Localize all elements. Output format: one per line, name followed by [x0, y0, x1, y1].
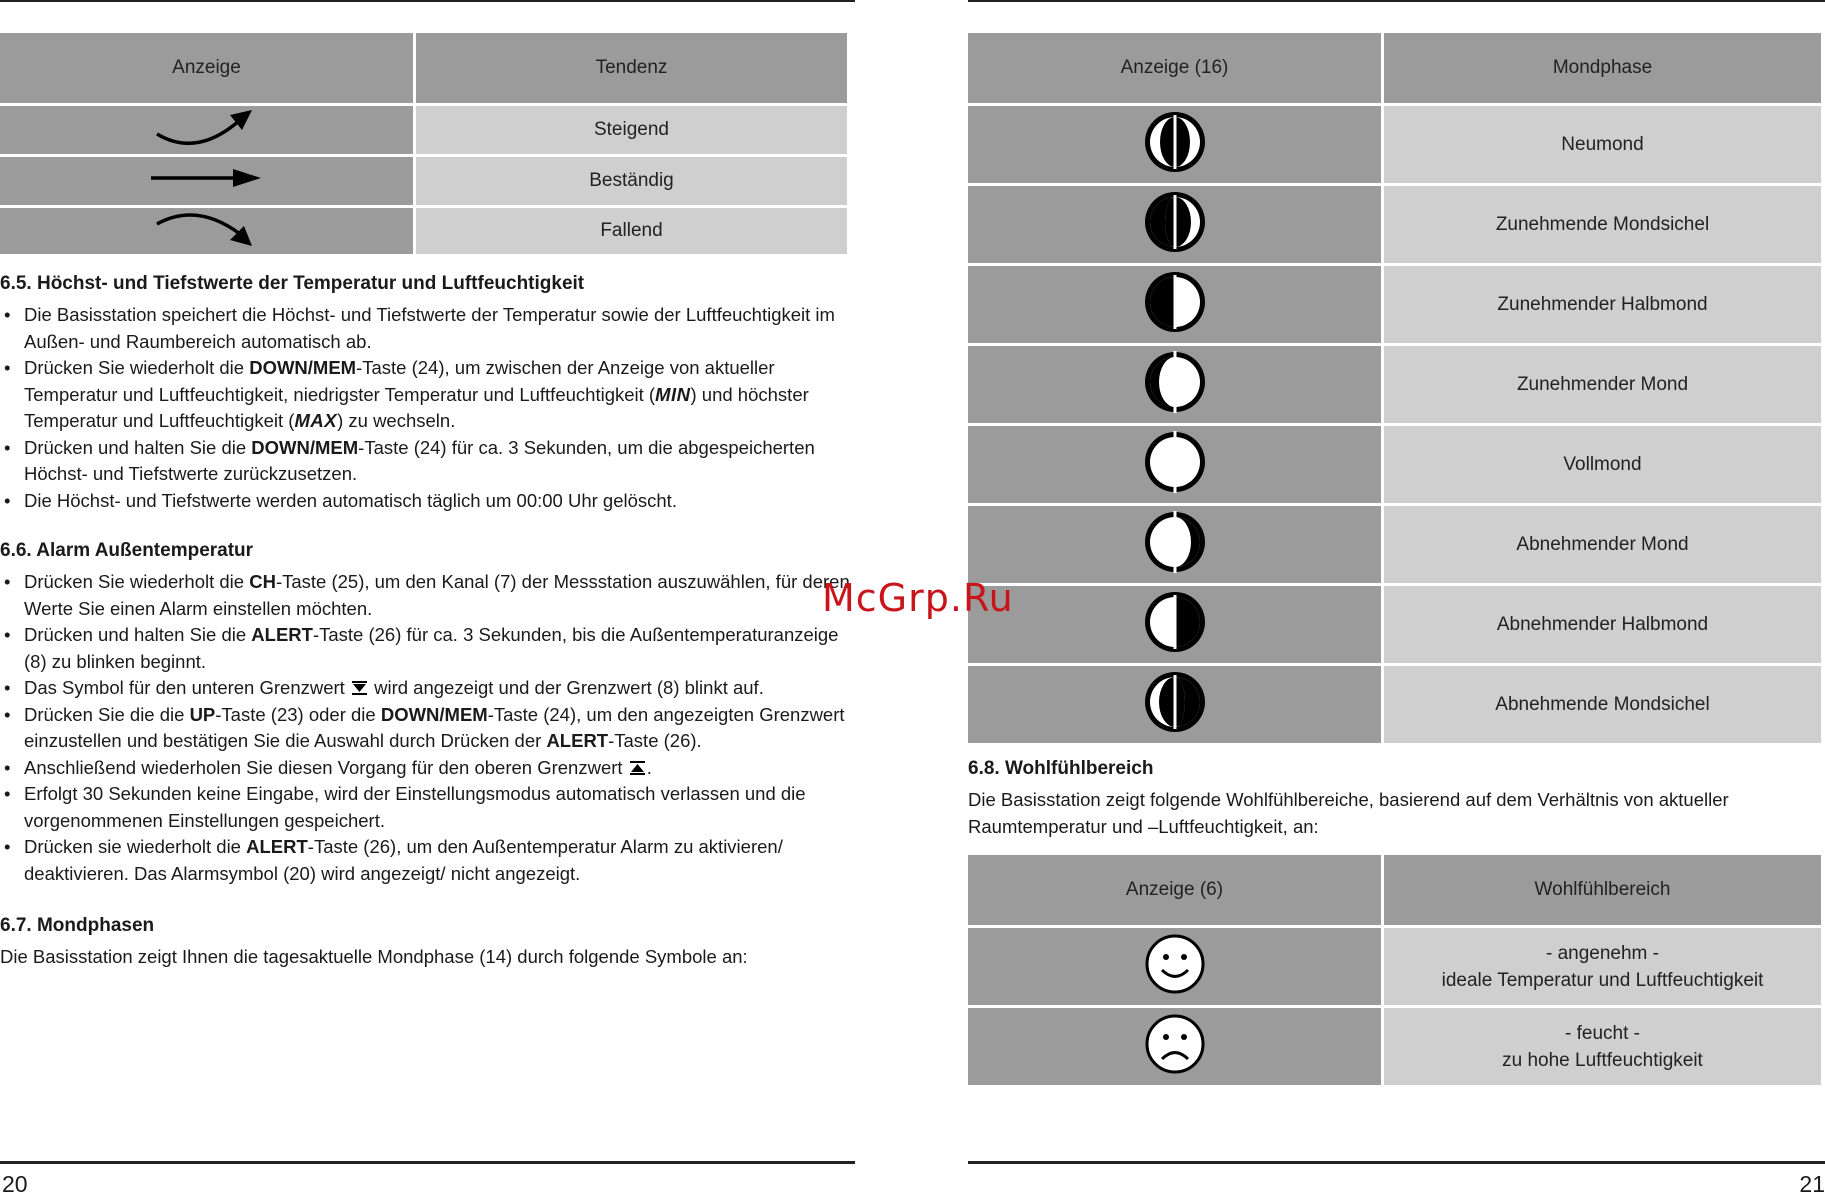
moon-header-phase: Mondphase	[1384, 33, 1821, 103]
waning-gibbous-icon	[968, 506, 1381, 583]
comfort-table	[965, 852, 1824, 1088]
section-6-8	[968, 758, 1825, 840]
moon-phase-label: Zunehmender Halbmond	[1384, 266, 1821, 343]
section-text: Die Basisstation zeigt Ihnen die tagesaktuelle Mondphase (14) durch folgende Symbole an:	[0, 946, 748, 967]
bullet-item: • Die Basisstation speichert die Höchst- und Tiefstwerte der Temperatur sowie der Luftfeuchtigkeit im Außen- und Raumbereich automatisch ab.	[0, 302, 850, 355]
moon-phase-label: Abnehmende Mondsichel	[1384, 666, 1821, 743]
bottom-rule	[0, 1161, 855, 1164]
section-6-6	[0, 540, 850, 887]
moon-phase-label: Neumond	[1384, 106, 1821, 183]
bullet-item: • Drücken und halten Sie die DOWN/MEM-Taste (24) für ca. 3 Sekunden, um die abgespeicherten Höchst- und Tiefstwerte zurückzusetzen.	[0, 435, 850, 488]
section-text: Die Basisstation zeigt folgende Wohlfühlbereiche, basierend auf dem Verhältnis von aktueller Raumtemperatur und –Luftfeuchtigkeit, an:	[968, 789, 1729, 837]
falling-arrow-icon	[0, 208, 413, 254]
smiley-sad-icon	[968, 1008, 1381, 1085]
bullet-item: • Drücken Sie die die UP-Taste (23) oder die DOWN/MEM-Taste (24), um den angezeigten Grenzwert einzustellen und bestätigen Sie die Auswahl durch Drücken der ALERT-Taste (26).	[0, 702, 850, 755]
bullet-item: • Drücken sie wiederholt die ALERT-Taste (26), um den Außentemperatur Alarm zu aktivieren/ deaktivieren. Das Alarmsymbol (20) wird angezeigt/ nicht angezeigt.	[0, 834, 850, 887]
comfort-header-range: Wohlfühlbereich	[1384, 855, 1821, 925]
trend-label: Beständig	[416, 157, 847, 205]
moon-phase-table	[965, 30, 1824, 746]
comfort-header-display: Anzeige (6)	[968, 855, 1381, 925]
section-6-5	[0, 273, 850, 514]
bullet-item: • Erfolgt 30 Sekunden keine Eingabe, wird der Einstellungsmodus automatisch verlassen und die vorgenommenen Einstellungen gespeichert.	[0, 781, 850, 834]
section-title: 6.5. Höchst- und Tiefstwerte der Temperatur und Luftfeuchtigkeit	[0, 273, 585, 294]
waxing-crescent-icon	[968, 186, 1381, 263]
upper-limit-icon	[630, 761, 645, 775]
steady-arrow-icon	[0, 157, 413, 205]
last-quarter-icon	[968, 586, 1381, 663]
page-number: 20	[2, 1171, 28, 1195]
waxing-gibbous-icon	[968, 346, 1381, 423]
left-page	[0, 0, 855, 1195]
trend-label: Steigend	[416, 106, 847, 154]
bullet-item: • Das Symbol für den unteren Grenzwert wird angezeigt und der Grenzwert (8) blinkt auf.	[0, 675, 850, 702]
bullet-item: • Drücken und halten Sie die ALERT-Taste (26) für ca. 3 Sekunden, bis die Außentemperaturanzeige (8) zu blinken beginnt.	[0, 622, 850, 675]
comfort-description	[1384, 928, 1821, 1005]
full-moon-icon	[968, 426, 1381, 503]
watermark: McGrp.Ru	[822, 576, 1014, 620]
waning-crescent-icon	[968, 666, 1381, 743]
moon-phase-label: Vollmond	[1384, 426, 1821, 503]
trend-header-tendency: Tendenz	[416, 33, 847, 103]
lower-limit-icon	[352, 681, 367, 695]
section-6-7	[0, 915, 850, 971]
bullet-item: • Anschließend wiederholen Sie diesen Vorgang für den oberen Grenzwert .	[0, 755, 850, 782]
moon-phase-label: Zunehmender Mond	[1384, 346, 1821, 423]
right-page	[968, 0, 1825, 1195]
comfort-status: - angenehm -	[1545, 942, 1659, 964]
moon-phase-label: Abnehmender Mond	[1384, 506, 1821, 583]
bottom-rule	[968, 1161, 1825, 1164]
section-title: 6.7. Mondphasen	[0, 915, 155, 936]
top-rule	[0, 0, 855, 2]
comfort-detail: ideale Temperatur und Luftfeuchtigkeit	[1441, 969, 1764, 991]
bullet-item: • Drücken Sie wiederholt die CH-Taste (25), um den Kanal (7) der Messstation auszuwählen, für deren Werte Sie einen Alarm einstellen möchten.	[0, 569, 850, 622]
bullet-item: • Drücken Sie wiederholt die DOWN/MEM-Taste (24), um zwischen der Anzeige von aktueller Temperatur und Luftfeuchtigkeit, niedrigster Temperatur und Luftfeuchtigkeit (MIN) und höchster Temperatur und Luftfeuchtigkeit (MAX) zu wechseln.	[0, 355, 850, 435]
section-title: 6.6. Alarm Außentemperatur	[0, 540, 254, 561]
trend-label: Fallend	[416, 208, 847, 254]
bullet-item: • Die Höchst- und Tiefstwerte werden automatisch täglich um 00:00 Uhr gelöscht.	[0, 488, 850, 515]
comfort-description	[1384, 1008, 1821, 1085]
rising-arrow-icon	[0, 106, 413, 154]
comfort-detail: zu hohe Luftfeuchtigkeit	[1502, 1049, 1703, 1071]
first-quarter-icon	[968, 266, 1381, 343]
comfort-status: - feucht -	[1565, 1022, 1640, 1044]
moon-phase-label: Abnehmender Halbmond	[1384, 586, 1821, 663]
smiley-happy-icon	[968, 928, 1381, 1005]
moon-header-display: Anzeige (16)	[968, 33, 1381, 103]
section-title: 6.8. Wohlfühlbereich	[968, 758, 1154, 779]
top-rule	[968, 0, 1825, 2]
moon-phase-label: Zunehmende Mondsichel	[1384, 186, 1821, 263]
trend-header-display: Anzeige	[0, 33, 413, 103]
trend-table	[0, 30, 850, 257]
new-moon-icon	[968, 106, 1381, 183]
page-number: 21	[1799, 1171, 1825, 1195]
